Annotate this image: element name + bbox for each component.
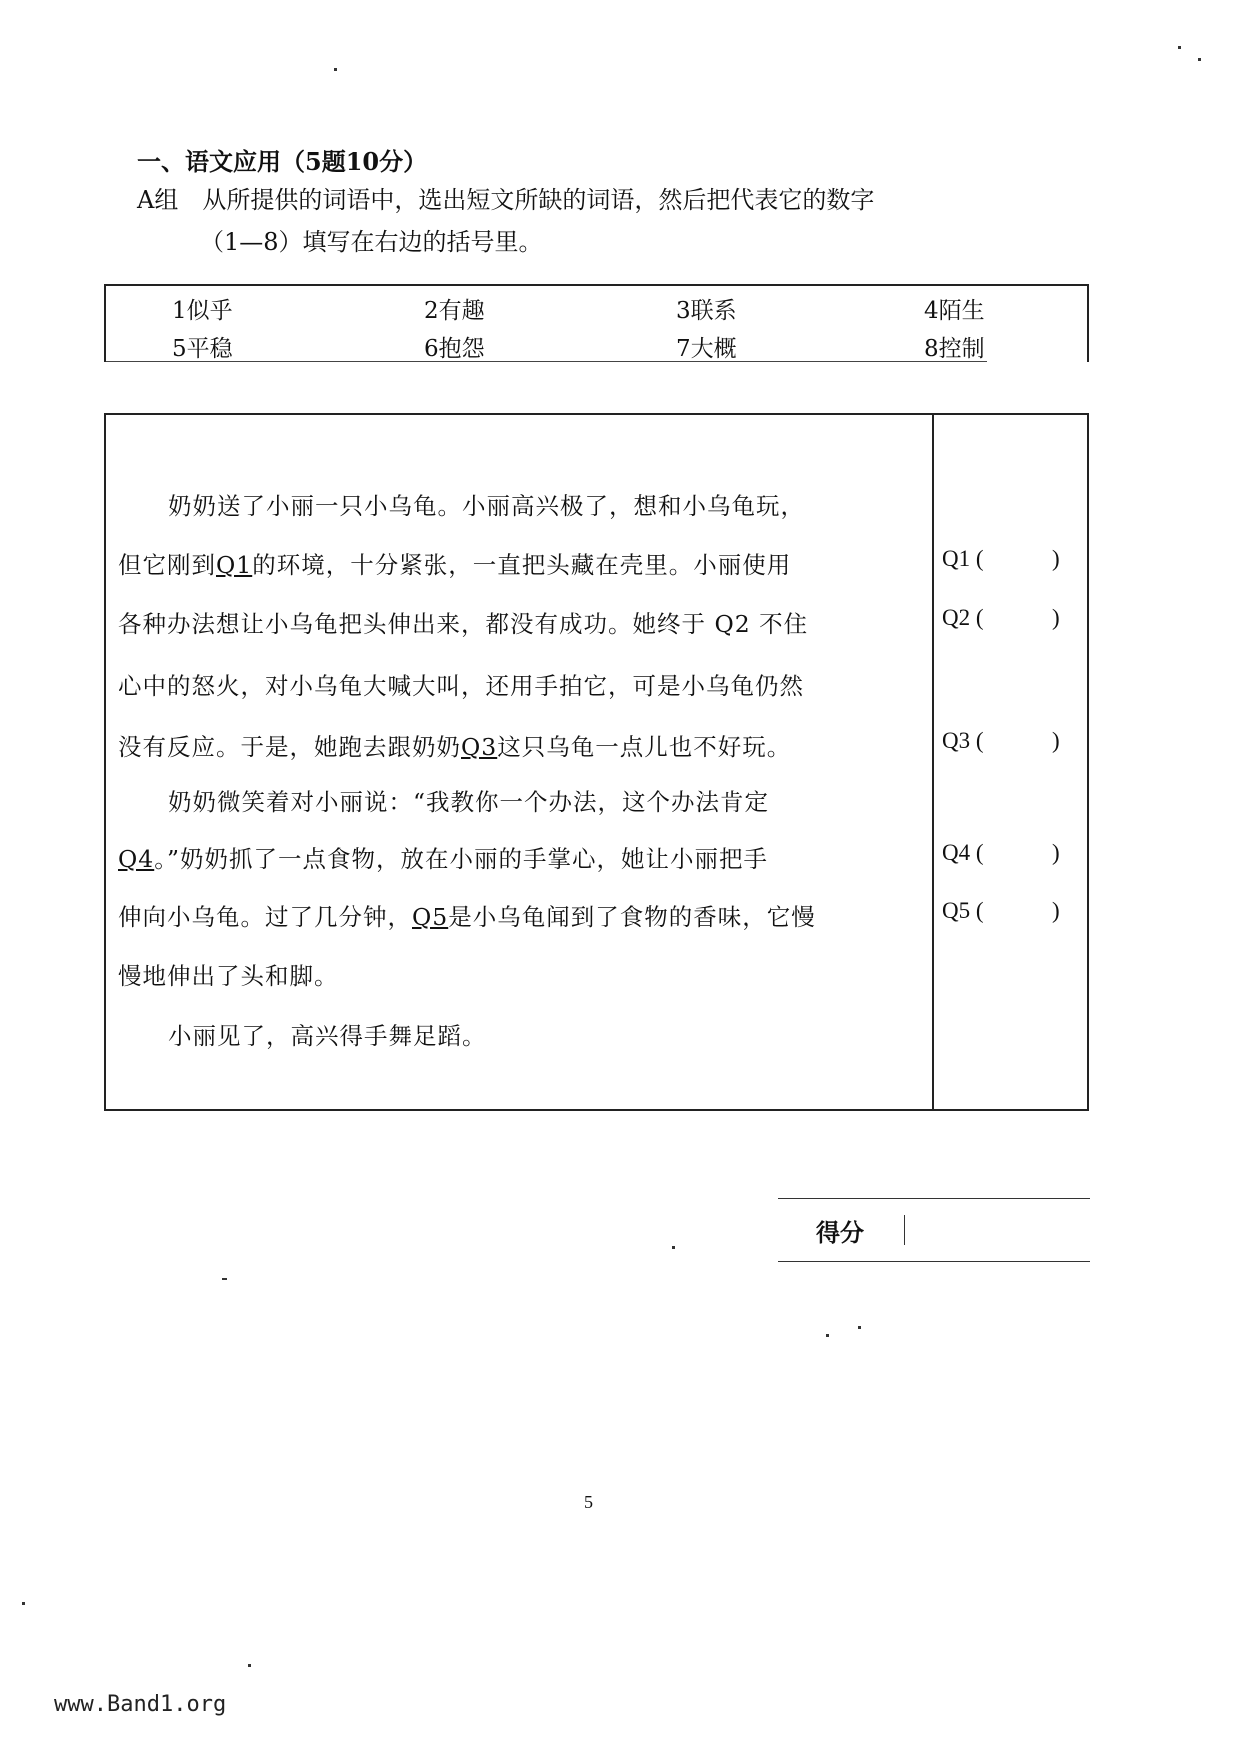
answer-slot-q2[interactable]: Q2 ( ) (942, 605, 1060, 630)
score-separator (904, 1215, 905, 1245)
scan-speck (248, 1664, 251, 1667)
word-option-8: 8控制 (924, 336, 985, 362)
blank-q3: Q3 (461, 733, 498, 761)
answer-column-divider (932, 415, 934, 1109)
answer-slot-q3[interactable]: Q3 ( ) (942, 728, 1060, 753)
word-option-2: 2有趣 (424, 298, 485, 324)
scan-speck (1178, 46, 1181, 49)
answer-slot-q1[interactable]: Q1 ( ) (942, 546, 1060, 571)
scan-speck (334, 68, 337, 71)
scan-speck (672, 1246, 675, 1249)
passage-line-2: 但它刚到Q1的环境，十分紧张，一直把头藏在壳里。小丽使用 (118, 551, 792, 579)
word-option-4: 4陌生 (924, 298, 985, 324)
passage-line-7: Q4。”奶奶抓了一点食物，放在小丽的手掌心，她让小丽把手 (118, 845, 768, 873)
instruction-line-2: （1—8）填写在右边的括号里。 (200, 228, 543, 256)
scan-speck (858, 1326, 861, 1329)
section-title: 一、语文应用（5题10分） (137, 147, 428, 176)
score-box (778, 1198, 1090, 1262)
word-option-5: 5平稳 (172, 336, 233, 362)
blank-q5: Q5 (412, 903, 449, 931)
passage-line-6: 奶奶微笑着对小丽说：“我教你一个办法，这个办法肯定 (168, 788, 770, 816)
instruction-line-1: A组 从所提供的词语中，选出短文所缺的词语，然后把代表它的数字 (137, 186, 875, 214)
word-option-3: 3联系 (676, 298, 737, 324)
passage-line-8: 伸向小乌龟。过了几分钟，Q5是小乌龟闻到了食物的香味，它慢 (118, 903, 816, 931)
blank-q1: Q1 (216, 551, 253, 579)
scan-speck (1198, 58, 1201, 61)
word-option-6: 6抱怨 (424, 336, 485, 362)
answer-slot-q5[interactable]: Q5 ( ) (942, 898, 1060, 923)
word-bank (104, 284, 1089, 362)
word-option-7: 7大概 (676, 336, 737, 362)
score-label: 得分 (816, 1218, 864, 1247)
word-option-1: 1似乎 (172, 298, 233, 324)
passage-line-4: 心中的怒火，对小乌龟大喊大叫，还用手拍它，可是小乌龟仍然 (118, 672, 804, 700)
passage-line-9: 慢地伸出了头和脚。 (118, 962, 339, 990)
scan-speck (222, 1278, 227, 1280)
passage-line-5: 没有反应。于是，她跑去跟奶奶Q3这只乌龟一点儿也不好玩。 (118, 733, 792, 761)
scan-speck (22, 1602, 25, 1605)
passage-line-3: 各种办法想让小乌龟把头伸出来，都没有成功。她终于 Q2 不住 (118, 610, 809, 638)
passage-line-1: 奶奶送了小丽一只小乌龟。小丽高兴极了，想和小乌龟玩， (168, 492, 805, 520)
answer-slot-q4[interactable]: Q4 ( ) (942, 840, 1060, 865)
blank-q4: Q4 (118, 845, 155, 873)
word-bank-bottom-rule (106, 361, 987, 362)
scan-speck (826, 1334, 829, 1337)
passage-box (104, 413, 1089, 1111)
passage-line-10: 小丽见了，高兴得手舞足蹈。 (168, 1022, 487, 1050)
site-url: www.Band1.org (54, 1692, 227, 1717)
page-number: 5 (584, 1492, 593, 1512)
